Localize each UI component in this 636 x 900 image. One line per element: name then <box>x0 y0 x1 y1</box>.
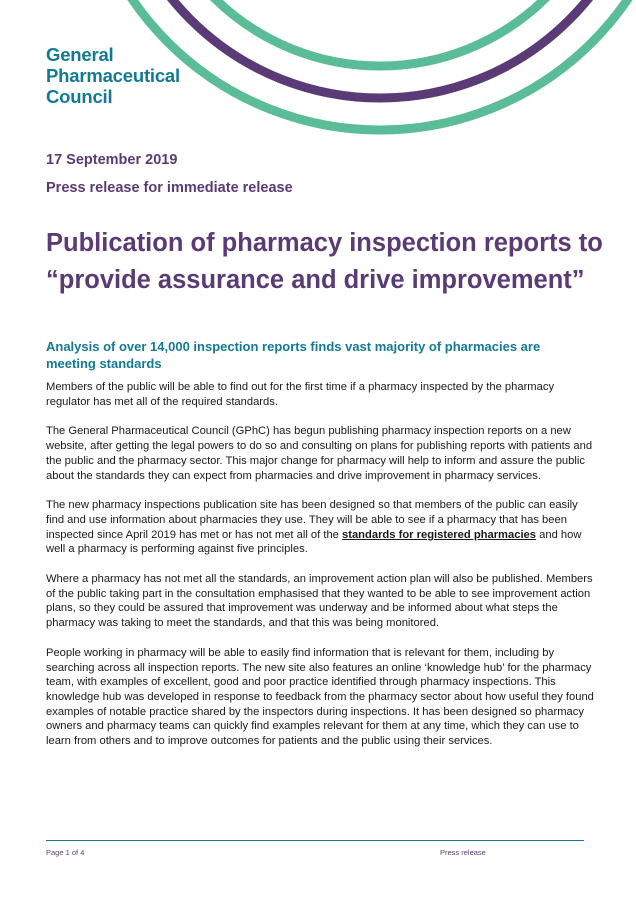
middle-purple-arc <box>112 0 636 98</box>
paragraph-5: People working in pharmacy will be able to easily find information that is relevant for them, including by searching across all inspection reports. The new site also features an online ‘knowledge hub’ for the pharmacy team, with examples of excellent, good and poor practice identified through pharmacy inspections. This knowledge hub was developed in response to feedback from the pharmacy sector about how useful they found examples of notable practice shared by the inspectors during inspections. It has been designed so pharmacy owners and pharmacy teams can quickly find examples relevant for them at any time, which they can use to learn from others and to improve outcomes for patients and the public using their services. <box>46 646 594 748</box>
footer-label: Press release <box>440 848 486 857</box>
paragraph-3-before: The new pharmacy inspections publication site has been designed so that members of the public can easily find and use information about pharmacies they use. They will be able to see if a pharmacy that has been inspected since April 2019 has met or has not met all of the <box>46 499 578 541</box>
footer-divider <box>46 840 584 841</box>
logo-line-2: Pharmaceutical <box>46 65 180 86</box>
subheadline: Analysis of over 14,000 inspection reports finds vast majority of pharmacies are meeting standards <box>46 339 541 371</box>
release-date: 17 September 2019 <box>46 152 178 168</box>
logo-line-1: General <box>46 44 114 65</box>
logo-line-3: Council <box>46 86 113 107</box>
release-type: Press release for immediate release <box>46 180 293 196</box>
paragraph-4: Where a pharmacy has not met all the standards, an improvement action plan will also be published. Members of the public taking part in the consultation emphasised that they wanted to be able to see improvement action plans, so they could be assured that improvement was underway and be informed about what steps the pharmacy was taking to meet the standards, and that this was being monitored. <box>46 573 593 630</box>
article-body <box>46 380 594 764</box>
page-title: Publication of pharmacy inspection reports to “provide assurance and drive improvement” <box>46 229 603 294</box>
paragraph-2: The General Pharmaceutical Council (GPhC) has begun publishing pharmacy inspection reports on a new website, after getting the legal powers to do so and consulting on plans for publishing reports with patients and the public and the pharmacy sector. This major change for pharmacy will help to inform and assure the public about the standards they can expect from pharmacies and drive improvement in pharmacy services. <box>46 425 593 482</box>
gphc-logo <box>46 44 180 107</box>
inner-green-arc <box>144 0 616 66</box>
page-number: Page 1 of 4 <box>46 848 85 857</box>
standards-link[interactable]: standards for registered pharmacies <box>342 528 537 541</box>
paragraph-3-after: and how well a pharmacy is performing against five principles. <box>46 528 582 556</box>
paragraph-1: Members of the public will be able to find out for the first time if a pharmacy inspected by the pharmacy regulator has met all of the required standards. <box>46 381 555 408</box>
paragraph-3 <box>46 498 594 557</box>
